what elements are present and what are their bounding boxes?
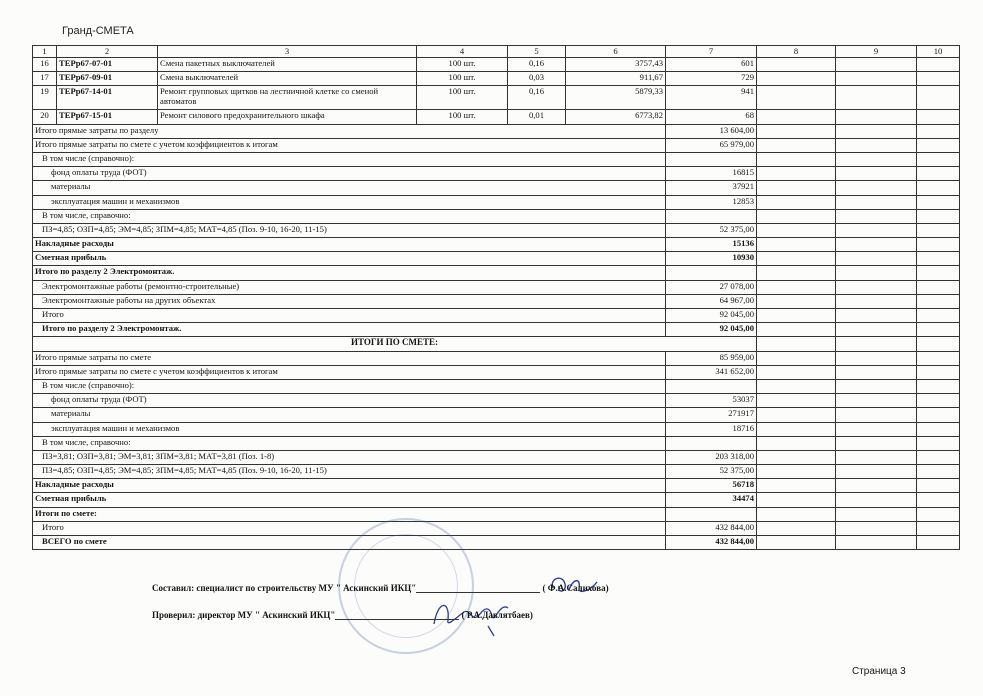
empty-cell [757,394,836,408]
total-cost: 601 [666,58,757,72]
empty-cell [917,323,960,337]
empty-cell [836,72,917,86]
empty-cell [836,266,917,280]
empty-cell [836,209,917,223]
summary-value: 16815 [666,167,757,181]
summary-row [33,223,960,237]
summary-label: Итоги по смете: [33,507,666,521]
summary-value: 34474 [666,493,757,507]
empty-cell [836,309,917,323]
empty-cell [917,152,960,166]
summary-value: 271917 [666,408,757,422]
summary-row [33,181,960,195]
unit: 100 шт. [417,58,508,72]
column-number: 4 [417,46,508,58]
summary-value: 13 604,00 [666,124,757,138]
empty-cell [836,536,917,550]
empty-cell [917,365,960,379]
checked-by-label: Проверил: директор МУ " Аскинский ИКЦ" [152,610,336,620]
quantity: 0,01 [508,110,566,124]
summary-row [33,266,960,280]
column-number: 3 [158,46,417,58]
empty-cell [757,209,836,223]
summary-value: 203 318,00 [666,450,757,464]
summary-row [33,422,960,436]
summary-row [33,124,960,138]
summary-label: материалы [33,181,666,195]
empty-cell [757,351,836,365]
summary-label: Сметная прибыль [33,493,666,507]
column-number: 2 [57,46,158,58]
table-row [33,110,960,124]
empty-cell [836,124,917,138]
empty-cell [917,436,960,450]
column-number: 9 [836,46,917,58]
work-name: Ремонт групповых щитков на лестничной клетке со сменой автоматов [158,86,417,110]
summary-label: В том числе (справочно): [33,379,666,393]
empty-cell [836,280,917,294]
summary-value: 92 045,00 [666,323,757,337]
summary-row [33,294,960,308]
empty-cell [757,465,836,479]
summary-value: 15136 [666,238,757,252]
empty-cell [757,110,836,124]
rate-code: ТЕРр67-15-01 [57,110,158,124]
summary-label: Сметная прибыль [33,252,666,266]
empty-cell [757,266,836,280]
empty-cell [917,181,960,195]
empty-cell [757,536,836,550]
summary-row [33,394,960,408]
table-row [33,86,960,110]
summary-value: 52 375,00 [666,223,757,237]
empty-cell [836,323,917,337]
empty-cell [836,479,917,493]
totals-heading: ИТОГИ ПО СМЕТЕ: [33,337,757,351]
quantity: 0,03 [508,72,566,86]
table-row [33,58,960,72]
empty-cell [757,436,836,450]
summary-label: фонд оплаты труда (ФОТ) [33,394,666,408]
empty-cell [917,450,960,464]
app-title: Гранд-СМЕТА [62,25,134,37]
summary-row [33,365,960,379]
empty-cell [757,450,836,464]
table-row [33,72,960,86]
composed-by-label: Составил: специалист по строительству МУ " Аскинский ИКЦ" [152,583,417,593]
empty-cell [757,408,836,422]
work-name: Смена пакетных выключателей [158,58,417,72]
empty-cell [836,422,917,436]
empty-cell [757,521,836,535]
summary-label: эксплуатация машин и механизмов [33,422,666,436]
summary-value [666,379,757,393]
summary-label: ВСЕГО по смете [33,536,666,550]
empty-cell [836,337,917,351]
empty-cell [836,238,917,252]
summary-row [33,507,960,521]
empty-cell [917,86,960,110]
empty-cell [836,110,917,124]
column-number: 6 [566,46,666,58]
totals-heading-row [33,337,960,351]
summary-value [666,152,757,166]
empty-cell [757,72,836,86]
summary-value: 18716 [666,422,757,436]
composed-by-line [152,583,609,593]
total-cost: 941 [666,86,757,110]
empty-cell [917,507,960,521]
summary-row [33,436,960,450]
summary-value [666,436,757,450]
summary-value: 56718 [666,479,757,493]
empty-cell [757,309,836,323]
summary-label: Электромонтажные работы (ремонтно-строительные) [33,280,666,294]
empty-cell [836,181,917,195]
empty-cell [917,167,960,181]
empty-cell [836,365,917,379]
column-number: 1 [33,46,57,58]
empty-cell [757,86,836,110]
column-number: 10 [917,46,960,58]
summary-row [33,379,960,393]
unit: 100 шт. [417,86,508,110]
summary-label: Итого по разделу 2 Электромонтаж. [33,323,666,337]
summary-label: В том числе, справочно: [33,209,666,223]
column-number: 7 [666,46,757,58]
empty-cell [917,394,960,408]
summary-label: Итого прямые затраты по разделу [33,124,666,138]
empty-cell [917,479,960,493]
empty-cell [757,238,836,252]
empty-cell [836,138,917,152]
summary-label: Итого по разделу 2 Электромонтаж. [33,266,666,280]
summary-row [33,167,960,181]
total-cost: 68 [666,110,757,124]
empty-cell [917,337,960,351]
summary-row [33,280,960,294]
empty-cell [757,167,836,181]
empty-cell [836,351,917,365]
empty-cell [917,493,960,507]
empty-cell [836,195,917,209]
page-number: Страница 3 [852,666,906,677]
summary-row [33,479,960,493]
empty-cell [917,58,960,72]
unit-price: 3757,43 [566,58,666,72]
summary-value [666,209,757,223]
summary-label: Итого [33,309,666,323]
empty-cell [917,309,960,323]
summary-row [33,252,960,266]
unit-price: 911,67 [566,72,666,86]
empty-cell [757,294,836,308]
empty-cell [836,465,917,479]
empty-cell [836,408,917,422]
summary-row [33,152,960,166]
position-number: 16 [33,58,57,72]
position-number: 19 [33,86,57,110]
empty-cell [757,124,836,138]
empty-cell [917,138,960,152]
summary-value [666,266,757,280]
summary-row [33,138,960,152]
empty-cell [757,323,836,337]
summary-value: 53037 [666,394,757,408]
summary-value: 27 078,00 [666,280,757,294]
empty-cell [836,294,917,308]
summary-value: 92 045,00 [666,309,757,323]
summary-label: В том числе, справочно: [33,436,666,450]
empty-cell [836,394,917,408]
summary-label: ПЗ=3,81; ОЗП=3,81; ЭМ=3,81; ЗПМ=3,81; МАТ=3,81 (Поз. 1-8) [33,450,666,464]
summary-value: 65 979,00 [666,138,757,152]
empty-cell [836,152,917,166]
empty-cell [757,181,836,195]
summary-label: ПЗ=4,85; ОЗП=4,85; ЭМ=4,85; ЗПМ=4,85; МАТ=4,85 (Поз. 9-10, 16-20, 11-15) [33,465,666,479]
column-header-row [33,46,960,58]
position-number: 20 [33,110,57,124]
column-number: 5 [508,46,566,58]
summary-label: Накладные расходы [33,238,666,252]
summary-row [33,209,960,223]
empty-cell [917,280,960,294]
summary-row [33,309,960,323]
summary-value: 52 375,00 [666,465,757,479]
summary-row [33,323,960,337]
summary-label: материалы [33,408,666,422]
summary-label: Итого прямые затраты по смете с учетом коэффициентов к итогам [33,138,666,152]
summary-value: 341 652,00 [666,365,757,379]
empty-cell [917,72,960,86]
rate-code: ТЕРр67-07-01 [57,58,158,72]
empty-cell [917,124,960,138]
empty-cell [757,152,836,166]
unit: 100 шт. [417,72,508,86]
checked-by-line [152,610,533,620]
empty-cell [917,408,960,422]
empty-cell [836,379,917,393]
estimate-table [32,45,960,550]
summary-label: Итого [33,521,666,535]
empty-cell [836,223,917,237]
summary-value [666,507,757,521]
summary-row [33,408,960,422]
position-number: 17 [33,72,57,86]
empty-cell [917,521,960,535]
summary-label: эксплуатация машин и механизмов [33,195,666,209]
empty-cell [917,266,960,280]
summary-row [33,450,960,464]
empty-cell [757,507,836,521]
quantity: 0,16 [508,58,566,72]
summary-value: 10930 [666,252,757,266]
empty-cell [757,379,836,393]
summary-value: 85 959,00 [666,351,757,365]
summary-value: 37921 [666,181,757,195]
empty-cell [917,422,960,436]
empty-cell [917,252,960,266]
empty-cell [917,379,960,393]
empty-cell [757,479,836,493]
rate-code: ТЕРр67-14-01 [57,86,158,110]
rate-code: ТЕРр67-09-01 [57,72,158,86]
empty-cell [757,195,836,209]
summary-label: фонд оплаты труда (ФОТ) [33,167,666,181]
summary-value: 12853 [666,195,757,209]
summary-row [33,521,960,535]
summary-label: ПЗ=4,85; ОЗП=4,85; ЭМ=4,85; ЗПМ=4,85; МАТ=4,85 (Поз. 9-10, 16-20, 11-15) [33,223,666,237]
composed-by-name: ( Ф.А.Салихова) [542,583,609,593]
summary-label: Итого прямые затраты по смете [33,351,666,365]
summary-row [33,493,960,507]
empty-cell [836,507,917,521]
empty-cell [757,58,836,72]
summary-label: В том числе (справочно): [33,152,666,166]
summary-value: 432 844,00 [666,521,757,535]
empty-cell [917,110,960,124]
summary-row [33,195,960,209]
empty-cell [757,252,836,266]
summary-label: Накладные расходы [33,479,666,493]
column-number: 8 [757,46,836,58]
empty-cell [836,167,917,181]
empty-cell [836,436,917,450]
empty-cell [757,422,836,436]
summary-label: Электромонтажные работы на других объектах [33,294,666,308]
empty-cell [917,351,960,365]
empty-cell [757,493,836,507]
empty-cell [917,209,960,223]
work-name: Смена выключателей [158,72,417,86]
empty-cell [836,493,917,507]
empty-cell [917,294,960,308]
empty-cell [917,465,960,479]
empty-cell [836,521,917,535]
quantity: 0,16 [508,86,566,110]
empty-cell [836,58,917,72]
empty-cell [917,536,960,550]
summary-label: Итого прямые затраты по смете с учетом коэффициентов к итогам [33,365,666,379]
empty-cell [757,337,836,351]
empty-cell [917,223,960,237]
summary-value: 64 967,00 [666,294,757,308]
summary-value: 432 844,00 [666,536,757,550]
empty-cell [917,238,960,252]
unit-price: 5879,33 [566,86,666,110]
work-name: Ремонт силового предохранительного шкафа [158,110,417,124]
empty-cell [757,138,836,152]
empty-cell [917,195,960,209]
empty-cell [836,86,917,110]
empty-cell [757,280,836,294]
checked-by-name: ( Р.А.Давлятбаев) [461,610,533,620]
empty-cell [836,252,917,266]
total-cost: 729 [666,72,757,86]
summary-row [33,465,960,479]
summary-row [33,351,960,365]
empty-cell [757,365,836,379]
unit: 100 шт. [417,110,508,124]
summary-row [33,238,960,252]
unit-price: 6773,82 [566,110,666,124]
summary-row [33,536,960,550]
empty-cell [757,223,836,237]
empty-cell [836,450,917,464]
